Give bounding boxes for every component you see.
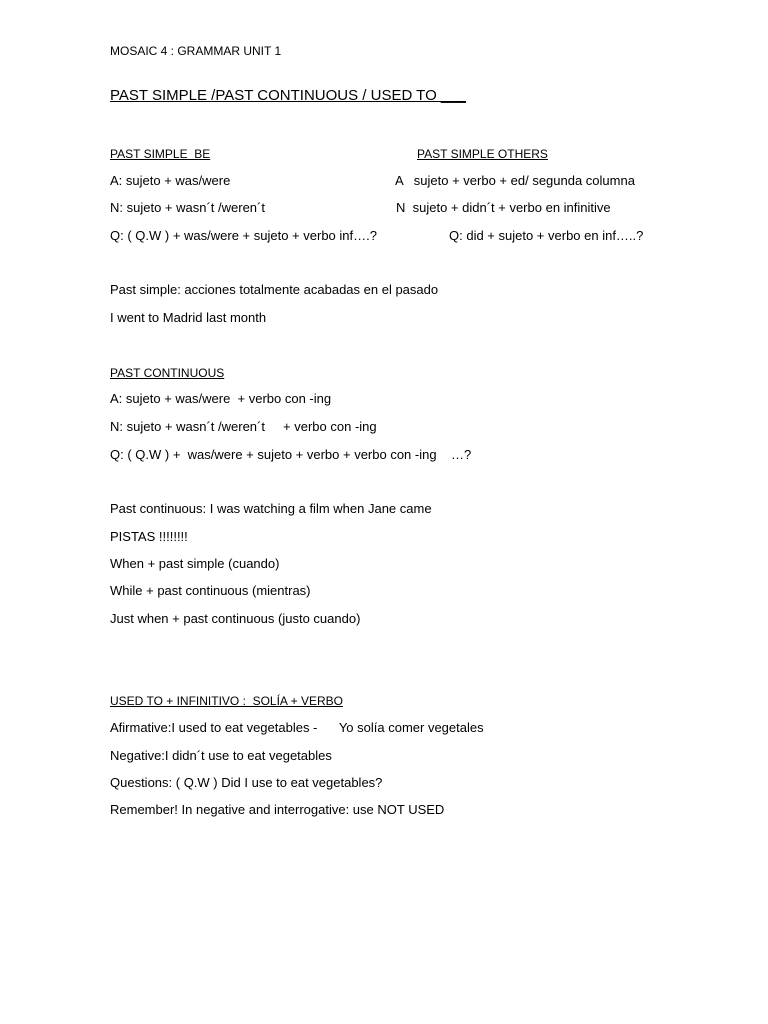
past-simple-definition: Past simple: acciones totalmente acabadas en el pasado bbox=[110, 282, 439, 297]
pc-negative: N: sujeto + wasn´t /weren´t + verbo con -ing bbox=[110, 419, 377, 434]
tip-just-when: Just when + past continuous (justo cuando) bbox=[110, 611, 361, 626]
be-affirmative: A: sujeto + was/were bbox=[110, 173, 231, 188]
be-negative: N: sujeto + wasn´t /weren´t bbox=[110, 200, 265, 215]
unit-header: MOSAIC 4 : GRAMMAR UNIT 1 bbox=[110, 44, 282, 58]
past-simple-be-heading: PAST SIMPLE BE bbox=[110, 147, 211, 161]
past-simple-example: I went to Madrid last month bbox=[110, 310, 267, 325]
pc-definition: Past continuous: I was watching a film when Jane came bbox=[110, 501, 432, 516]
used-to-negative: Negative:I didn´t use to eat vegetables bbox=[110, 748, 332, 763]
be-question: Q: ( Q.W ) + was/were + sujeto + verbo inf….? bbox=[110, 228, 377, 243]
used-to-heading: USED TO + INFINITIVO : SOLÍA + VERBO bbox=[110, 694, 343, 708]
used-to-questions: Questions: ( Q.W ) Did I use to eat vegetables? bbox=[110, 775, 383, 790]
others-question: Q: did + sujeto + verbo en inf…..? bbox=[449, 228, 644, 243]
pc-question: Q: ( Q.W ) + was/were + sujeto + verbo + verbo con -ing …? bbox=[110, 447, 472, 462]
past-simple-others-heading: PAST SIMPLE OTHERS bbox=[417, 147, 548, 161]
tip-when: When + past simple (cuando) bbox=[110, 556, 280, 571]
others-negative: N sujeto + didn´t + verbo en infinitive bbox=[396, 200, 611, 215]
pc-affirmative: A: sujeto + was/were + verbo con -ing bbox=[110, 391, 332, 406]
page-title: PAST SIMPLE /PAST CONTINUOUS / USED TO ___ bbox=[110, 87, 466, 104]
used-to-remember: Remember! In negative and interrogative: use NOT USED bbox=[110, 802, 445, 817]
tips-heading: PISTAS !!!!!!!! bbox=[110, 529, 188, 544]
others-affirmative: A sujeto + verbo + ed/ segunda columna bbox=[395, 173, 635, 188]
past-continuous-heading: PAST CONTINUOUS bbox=[110, 366, 225, 380]
tip-while: While + past continuous (mientras) bbox=[110, 583, 311, 598]
used-to-affirmative: Afirmative:I used to eat vegetables - Yo solía comer vegetales bbox=[110, 720, 484, 735]
